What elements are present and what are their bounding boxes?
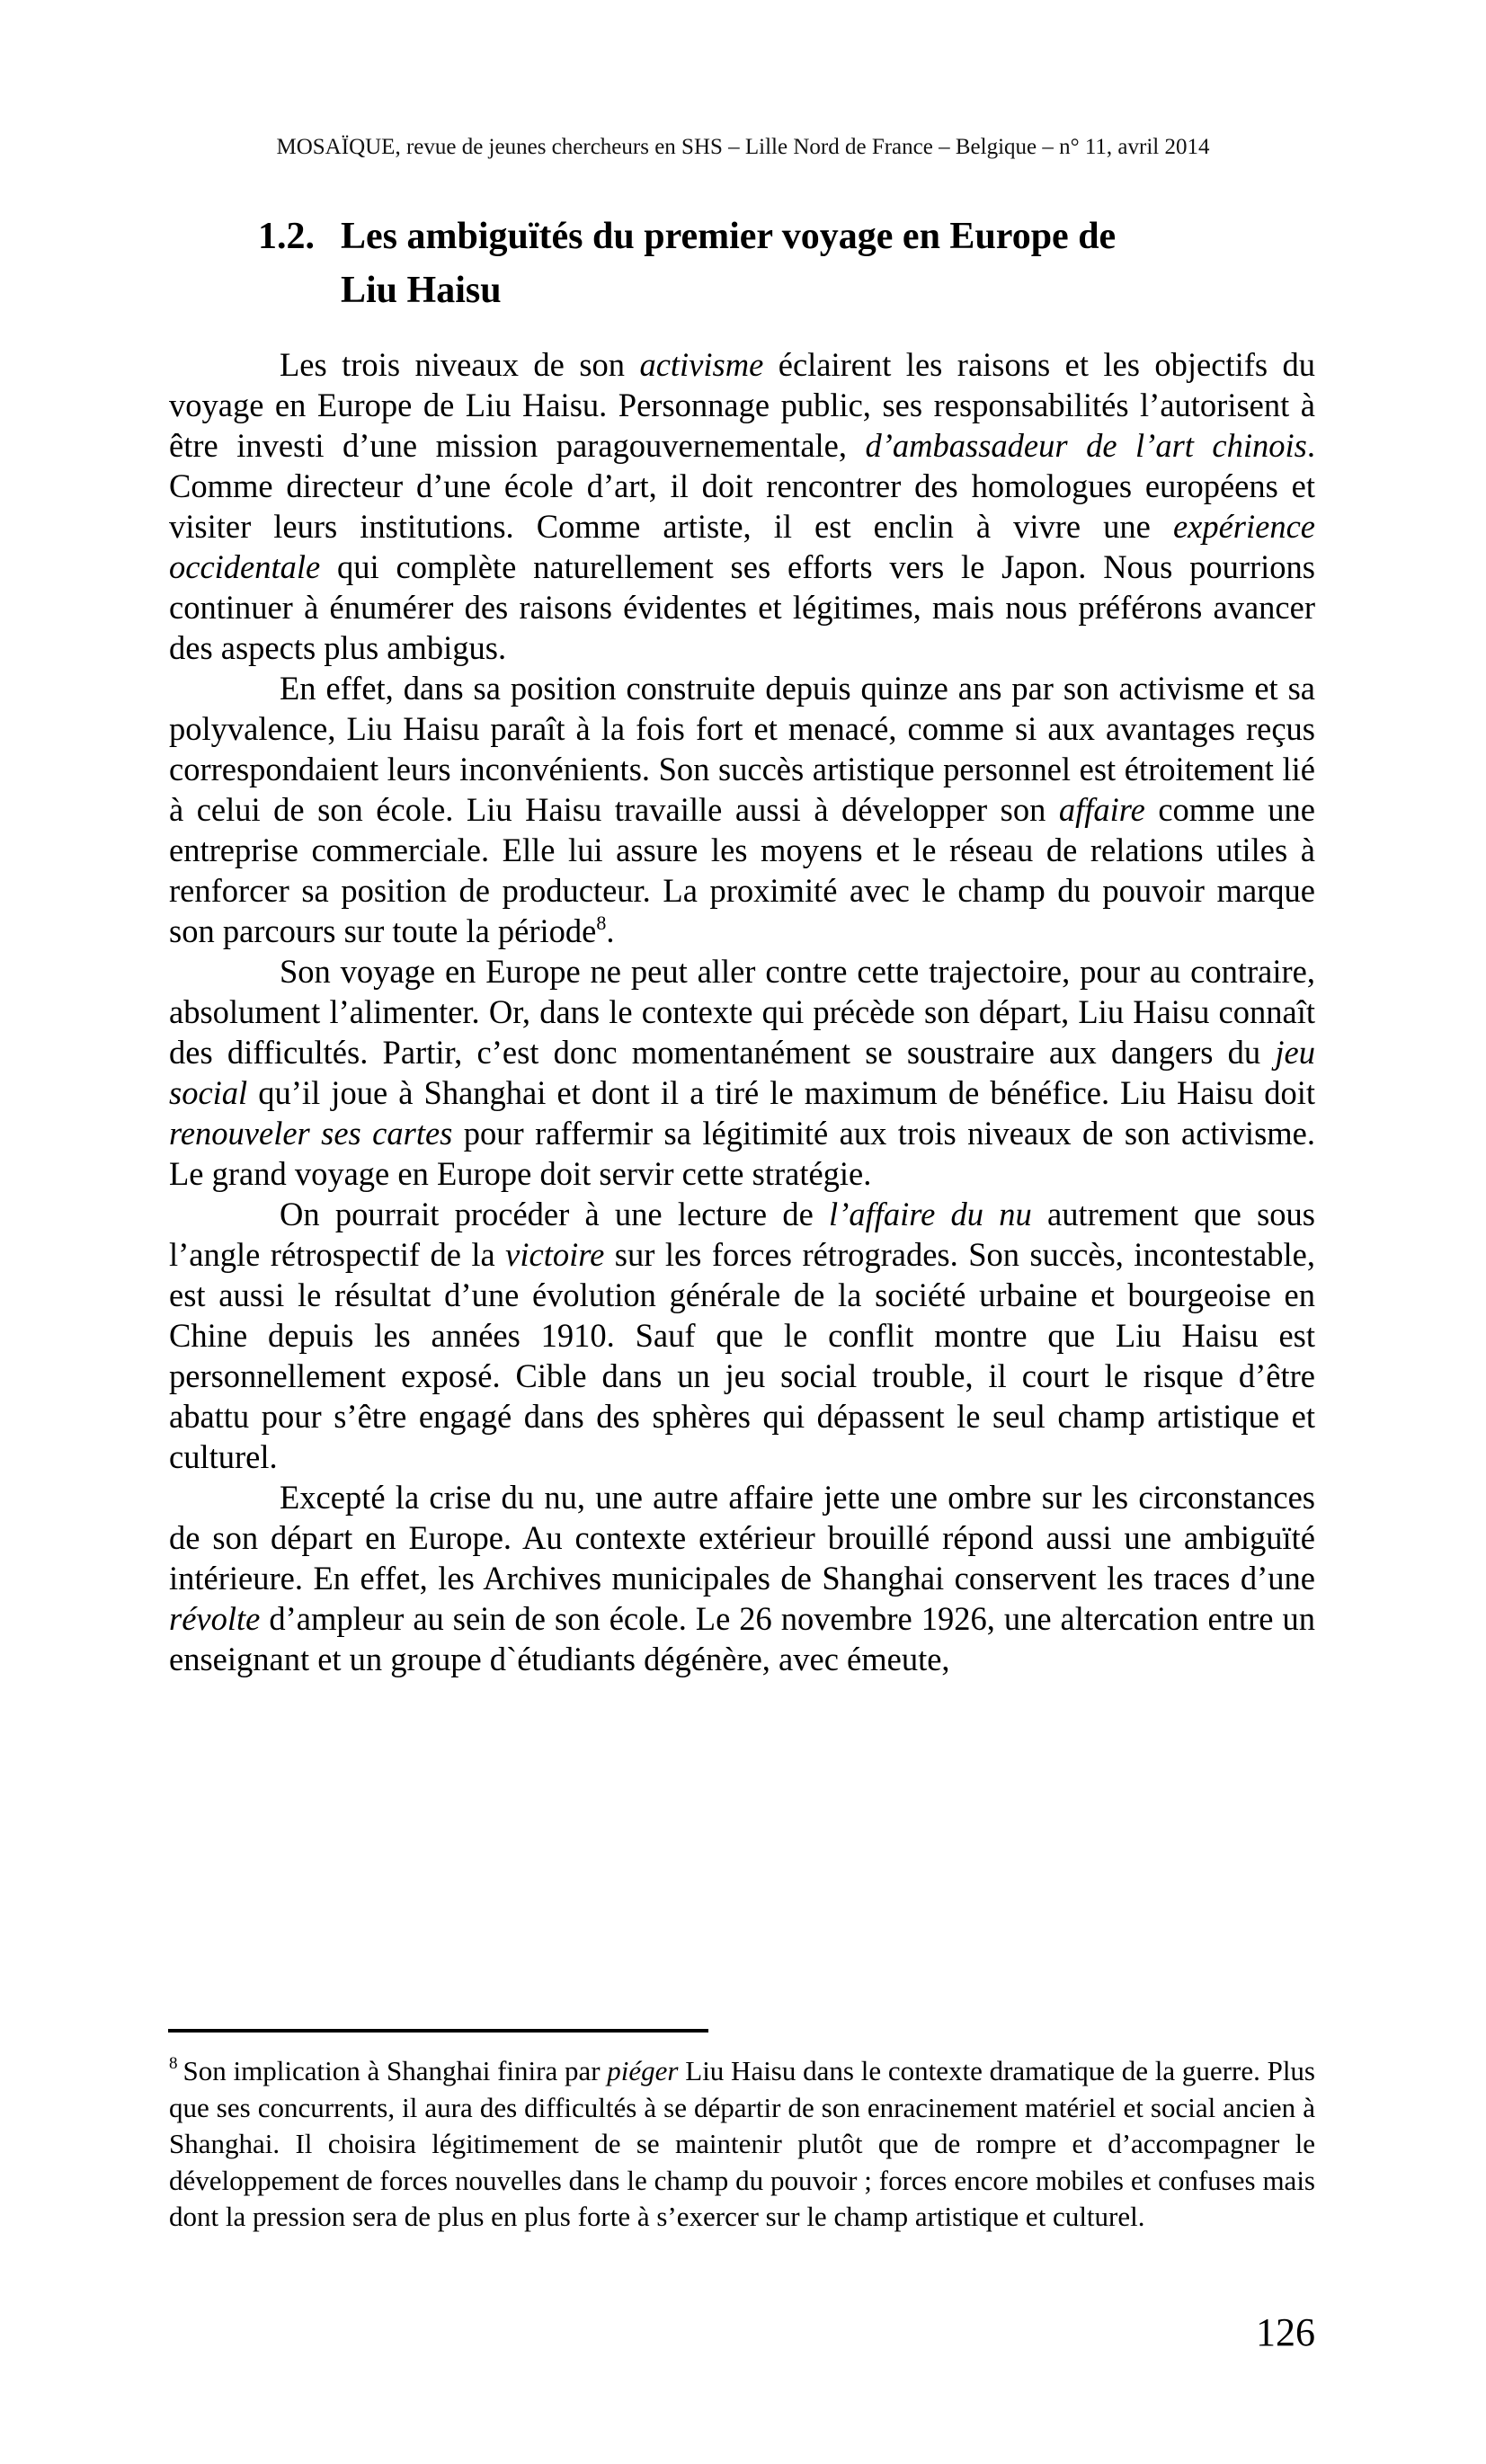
- italic-text: l’affaire du nu: [829, 1196, 1032, 1232]
- page-number: 126: [1256, 2310, 1315, 2354]
- section-title-part1: Les ambiguïtés du premier voyage en Europe de: [341, 216, 1117, 257]
- italic-text: affaire: [1058, 791, 1145, 828]
- text-run: autrement que sous l’angle rétrospectif de la: [169, 1196, 1315, 1273]
- text-run: qui complète naturellement ses efforts vers le Japon. Nous pourrions continuer à énumérer des raisons évidentes et légitimes, mais nous préférons avancer des aspects plus ambigus.: [169, 548, 1315, 666]
- section-number: 1.2.: [258, 216, 315, 257]
- footnote-body: [169, 2055, 1315, 2232]
- italic-text: d’ambassadeur de l’art chinois: [865, 427, 1307, 464]
- body-text: [169, 344, 1315, 1679]
- paragraph: [169, 344, 1315, 668]
- footnote-number: 8: [169, 2054, 178, 2073]
- footnote-8: [169, 2053, 1315, 2236]
- footnote-ref[interactable]: 8: [596, 912, 607, 934]
- italic-text: victoire: [505, 1236, 605, 1273]
- section-heading-line1: [258, 209, 1337, 263]
- text-run: Les trois niveaux de son: [280, 346, 640, 383]
- italic-text: activisme: [639, 346, 764, 383]
- text-run: pour raffermir sa légitimité aux trois niveaux de son activisme. Le grand voyage en Europe doit servir cette stratégie.: [169, 1115, 1315, 1192]
- text-run: On pourrait procéder à une lecture de: [280, 1196, 830, 1232]
- text-run: éclairent les raisons et les objectifs du voyage en Europe de Liu Haisu. Personnage public, ses responsabilités l’autorisent à être investi d’une mission paragouvernementale,: [169, 346, 1315, 464]
- text-run: sur les forces rétrogrades. Son succès, incontestable, est aussi le résultat d’une évolution générale de la société urbaine et bourgeoise en Chine depuis les années 1910. Sauf que le conflit montre que Liu Haisu est personnellement exposé. Cible dans un jeu social trouble, il court le risque d’être abattu pour s’être engagé dans des sphères qui dépassent le seul champ artistique et culturel.: [169, 1236, 1315, 1475]
- italic-text: jeu social: [169, 1034, 1315, 1111]
- text-run: qu’il joue à Shanghai et dont il a tiré le maximum de bénéfice. Liu Haisu doit: [247, 1074, 1315, 1111]
- text-run: En effet, dans sa position construite depuis quinze ans par son activisme et sa polyvalence, Liu Haisu paraît à la fois fort et menacé, comme si aux avantages reçus correspondaient leurs inconvénients. Son succès artistique personnel est étroitement lié à celui de son école. Liu Haisu travaille aussi à développer son: [169, 670, 1315, 828]
- text-run: Liu Haisu dans le contexte dramatique de la guerre. Plus que ses concurrents, il aura des difficultés à se départir de son enracinement matériel et social ancien à Shanghai. Il choisira légitimement de se maintenir plutôt que de rompre et d’accompagner le développement de forces nouvelles dans le champ du pouvoir ; forces encore mobiles et confuses mais dont la pression sera de plus en plus forte à s’exercer sur le champ artistique et culturel.: [169, 2055, 1315, 2233]
- footnote-separator: [168, 2029, 708, 2033]
- text-run: . Comme directeur d’une école d’art, il doit rencontrer des homologues européens et visiter leurs institutions. Comme artiste, il est enclin à vivre une: [169, 427, 1315, 545]
- text-run: Excepté la crise du nu, une autre affaire jette une ombre sur les circonstances de son départ en Europe. Au contexte extérieur brouillé répond aussi une ambiguïté intérieure. En effet, les Archives municipales de Shanghai conservent les traces d’une: [169, 1479, 1315, 1597]
- paragraph: [169, 1477, 1315, 1679]
- paragraph: [169, 668, 1315, 951]
- italic-text: renouveler ses cartes: [169, 1115, 453, 1152]
- italic-text: révolte: [169, 1600, 261, 1637]
- paragraph: [169, 951, 1315, 1194]
- text-run: Son implication à Shanghai finira par: [182, 2055, 608, 2086]
- text-run: d’ampleur au sein de son école. Le 26 novembre 1926, une altercation entre un enseignant et un groupe d`étudiants dégénère, avec émeute,: [169, 1600, 1315, 1677]
- running-header: MOSAÏQUE, revue de jeunes chercheurs en SHS – Lille Nord de France – Belgique – n° 11, avril 2014: [276, 135, 1210, 159]
- section-heading: [258, 209, 1337, 317]
- section-title-part2: Liu Haisu: [341, 270, 502, 311]
- italic-text: expérience occidentale: [169, 508, 1315, 585]
- text-run: comme une entreprise commerciale. Elle lui assure les moyens et le réseau de relations utiles à renforcer sa position de producteur. La proximité avec le champ du pouvoir marque son parcours sur toute la période: [169, 791, 1315, 949]
- paragraph: [169, 1194, 1315, 1477]
- italic-text: piéger: [607, 2055, 679, 2086]
- text-run: Son voyage en Europe ne peut aller contre cette trajectoire, pour au contraire, absolument l’alimenter. Or, dans le contexte qui précède son départ, Liu Haisu connaît des difficultés. Partir, c’est donc momentanément se soustraire aux dangers du: [169, 953, 1315, 1071]
- text-run: .: [606, 912, 615, 949]
- footnote-text: [169, 2053, 1315, 2236]
